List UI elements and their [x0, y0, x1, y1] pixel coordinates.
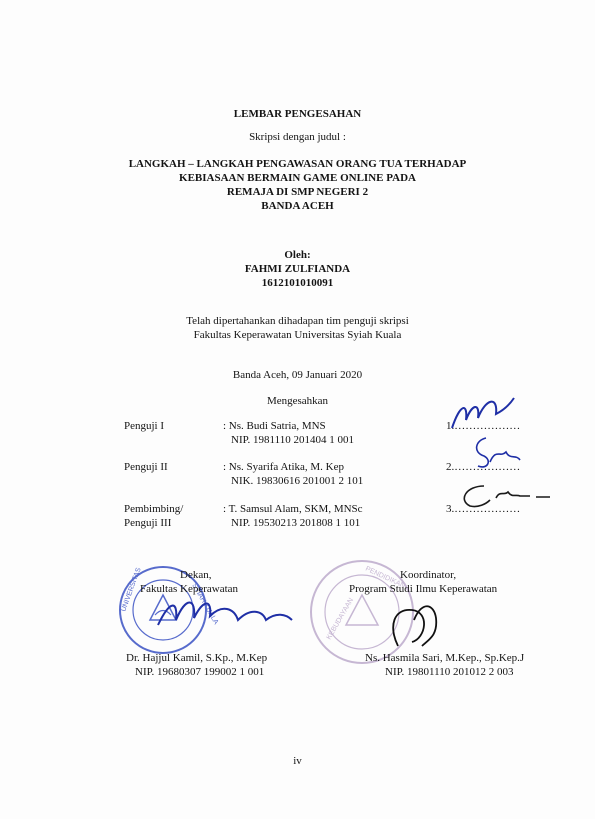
thesis-title-line-4: BANDA ACEH [261, 200, 334, 212]
coordinator-id: NIP. 19801110 201012 2 003 [385, 666, 514, 678]
examiner-2-name: : Ns. Syarifa Atika, M. Kep [223, 461, 344, 473]
svg-text:KEBUDAYAAN: KEBUDAYAAN [325, 596, 356, 641]
svg-text:PENDIDIKAN: PENDIDIKAN [364, 565, 406, 590]
dean-faculty: Fakultas Keperawatan [140, 583, 239, 595]
thesis-title-line-1: LANGKAH – LANGKAH PENGAWASAN ORANG TUA TERHADAP [128, 158, 467, 170]
dean-name: Dr. Hajjul Kamil, S.Kp., M.Kep [126, 652, 268, 664]
examiner-1-sign-line: 1.……………… [446, 420, 521, 432]
coordinator-stamp [311, 561, 413, 663]
coordinator-program: Program Studi Ilmu Keperawatan [349, 583, 498, 595]
coordinator-name: Ns. Hasmila Sari, M.Kep., Sp.Kep.J [365, 652, 525, 664]
thesis-title-line-3: REMAJA DI SMP NEGERI 2 [226, 186, 369, 198]
examiner-2-id: NIK. 19830616 201001 2 101 [231, 475, 364, 487]
place-date: Banda Aceh, 09 Januari 2020 [232, 369, 363, 381]
examiner-2-role: Penguji II [124, 461, 168, 473]
svg-text:UNIVERSITAS: UNIVERSITAS [120, 566, 143, 613]
page-number: iv [293, 755, 302, 767]
examiner-3-role: Pembimbing/ [124, 503, 184, 515]
author-by-label: Oleh: [284, 249, 311, 261]
examiner-3-id: NIP. 19530213 201808 1 101 [231, 517, 361, 529]
examiner-1-name: : Ns. Budi Satria, MNS [223, 420, 326, 432]
approval-label: Mengesahkan [266, 395, 329, 407]
author-nim: 1612101010091 [261, 277, 334, 289]
subtitle: Skripsi dengan judul : [249, 131, 346, 143]
examiner-3-name: : T. Samsul Alam, SKM, MNSc [223, 503, 363, 515]
page-title: LEMBAR PENGESAHAN [233, 108, 362, 120]
examiner-2-sign-line: 2.……………… [446, 461, 521, 473]
defense-line-2: Fakultas Keperawatan Universitas Syiah Kuala [193, 329, 402, 341]
examiner-3-sign-line: 3.……………… [446, 503, 521, 515]
svg-text:SYIAH KUALA: SYIAH KUALA [190, 582, 220, 626]
examiner-1-role: Penguji I [124, 420, 165, 432]
dean-id: NIP. 19680307 199002 1 001 [135, 666, 265, 678]
dean-title: Dekan, [180, 569, 212, 581]
thesis-title-line-2: KEBIASAAN BERMAIN GAME ONLINE PADA [179, 172, 416, 184]
author-name: FAHMI ZULFIANDA [244, 263, 351, 275]
examiner-1-id: NIP. 1981110 201404 1 001 [231, 434, 354, 446]
defense-line-1: Telah dipertahankan dihadapan tim penguji skripsi [186, 315, 409, 327]
coordinator-signature [393, 606, 436, 646]
examiner-3-role-line-2: Penguji III [124, 517, 172, 529]
coordinator-title: Koordinator, [400, 569, 457, 581]
dean-signature [158, 603, 292, 626]
